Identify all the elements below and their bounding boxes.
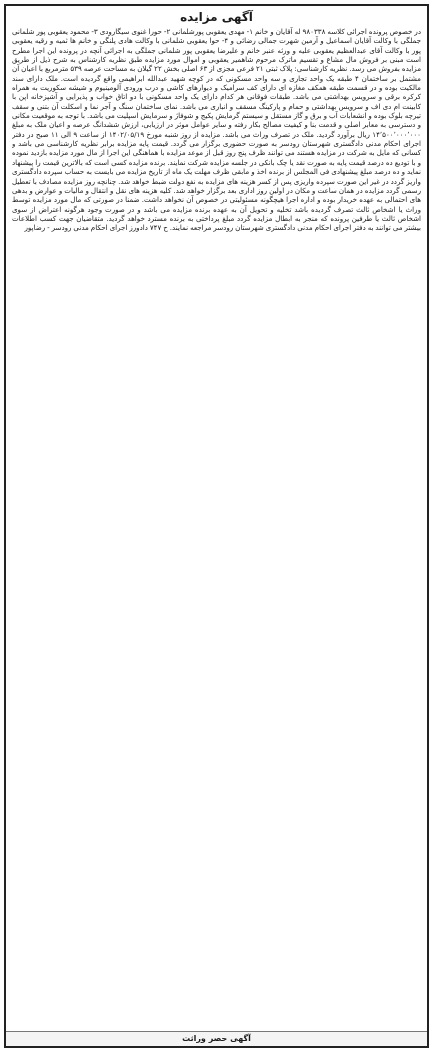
- next-notice-heading: آگهی حصر وراثت: [6, 1031, 427, 1046]
- notice-body: [12, 27, 421, 1031]
- auction-notice: [4, 4, 429, 1048]
- notice-title: آگهی مزایده: [180, 10, 253, 24]
- notice-body-text: در خصوص پرونده اجرائی کلاسه ۹۸۰۳۳۸ له آقایان و خانم ۱- مهدی یعقوبی پورشلمانی ۲- حورا غنوی سیگارودی ۳- محمود یعقوبی پور شلمانی جملگی با وکالت آقایان اسماعیل و آرمین شهرت جمالی رضائی و ۴- حوا یعقوبی شلمانی با وکالت هادی پلنگی و خانم ها ثمیه و رقیه یعقوبی پور با وکالت آقای عبدالعظیم یعقوبی علیه و ورثه عنبر خانم و علیرضا یعقوبی پور شلمانی جملگی به اجرائی آنچه در پرونده این اجرا مطرح است مبنی بر فروش مال مشاع و تقسیم ماترک مرحوم شاهمیر یعقوبی و اموال مورد مزایده طبق نظریه کارشناس به شرح ذیل از طریق مزایده بفروش می رسد. نظریه کارشناسی: پلاک ثبتی ۲۱ فرعی مجزی از ۶۳ اصلی بخش ۲۲ گیلان به مساحت عرصه ۵۳۹ مترمربع با اعیان آن مشتمل بر ساختمان ۴ طبقه یک واحد تجاری و سه واحد مسکونی که در کوچه شهید عبدالله ابراهیمی واقع گردیده است. ملک دارای سند مالکیت بوده و در قسمت طبقه همکف مغازه ای دارای کف سرامیک و دیوارهای کاشی و درب ورودی آلومینیوم و شیشه سکوریت به همراه کرکره برقی و سرویس بهداشتی می باشد. طبقات فوقانی هر کدام دارای یک واحد مسکونی با دو اتاق خواب و پذیرایی و آشپزخانه اپن با کابینت ام دی اف و سرویس بهداشتی و حمام و پارکینگ مسقف و انباری می باشد. نمای ساختمان سنگ و آجر نما و اسکلت آن بتنی و سقف تیرچه بلوک بوده و انشعابات آب و برق و گاز مستقل و سیستم گرمایش پکیج و شوفاژ و سرمایش اسپلیت می باشد. با توجه به موقعیت مکانی و دسترسی به معابر اصلی و قدمت بنا و کیفیت مصالح بکار رفته و سایر عوامل موثر در ارزیابی، ارزش ششدانگ عرصه و اعیان ملک به مبلغ ۱۴٬۵۰۰٬۰۰۰٬۰۰۰ ریال برآورد گردید. ملک در تصرف وراث می باشد. مزایده از روز شنبه مورخ ۱۴۰۲/۰۵/۱۹ از ساعت ۹ الی ۱۱ صبح در دفتر اجرای احکام مدنی دادگستری شهرستان رودسر به صورت حضوری برگزار می گردد. قیمت پایه مزایده برابر نظریه کارشناسی می باشد و کسانی که مایل به شرکت در مزایده هستند می توانند ظرف پنج روز قبل از موعد مزایده با هماهنگی این اجرا از مال مورد مزایده بازدید نموده و با تودیع ده درصد قیمت پایه به صورت نقد یا چک بانکی در جلسه مزایده شرکت نمایند. برنده مزایده کسی است که بالاترین قیمت را پیشنهاد نماید و ده درصد مبلغ پیشنهادی فی المجلس از برنده اخذ و مابقی ظرف مهلت یک ماه از تاریخ مزایده می بایست به حساب سپرده دادگستری واریز گردد در غیر این صورت سپرده واریزی پس از کسر هزینه های مزایده به نفع دولت ضبط خواهد شد. چنانچه روز مزایده مصادف با تعطیل رسمی گردد مزایده در همان ساعت و مکان در اولین روز اداری بعد برگزار خواهد شد. کلیه هزینه های نقل و انتقال و مالیات و عوارض و بدهی های احتمالی به عهده خریدار بوده و اداره اجرا هیچگونه مسئولیتی در خصوص آن نخواهد داشت. ضمنا در صورتی که مال مورد مزایده توسط وراث یا اشخاص ثالث تصرف گردیده باشد تخلیه و تحویل آن به عهده برنده مزایده می باشد و در صورت وجود هرگونه اعتراض از سوی اشخاص ثالث یا طرفین پرونده که منجر به ابطال مزایده گردد مبلغ پرداختی به برنده مسترد خواهد گردید. متقاضیان جهت کسب اطلاعات بیشتر می توانند به دفتر اجرای احکام مدنی دادگستری شهرستان رودسر مراجعه نمایند. ح ۷۴۷ دادورز اجرای احکام مدنی رودسر - رضاپور: [12, 27, 421, 233]
